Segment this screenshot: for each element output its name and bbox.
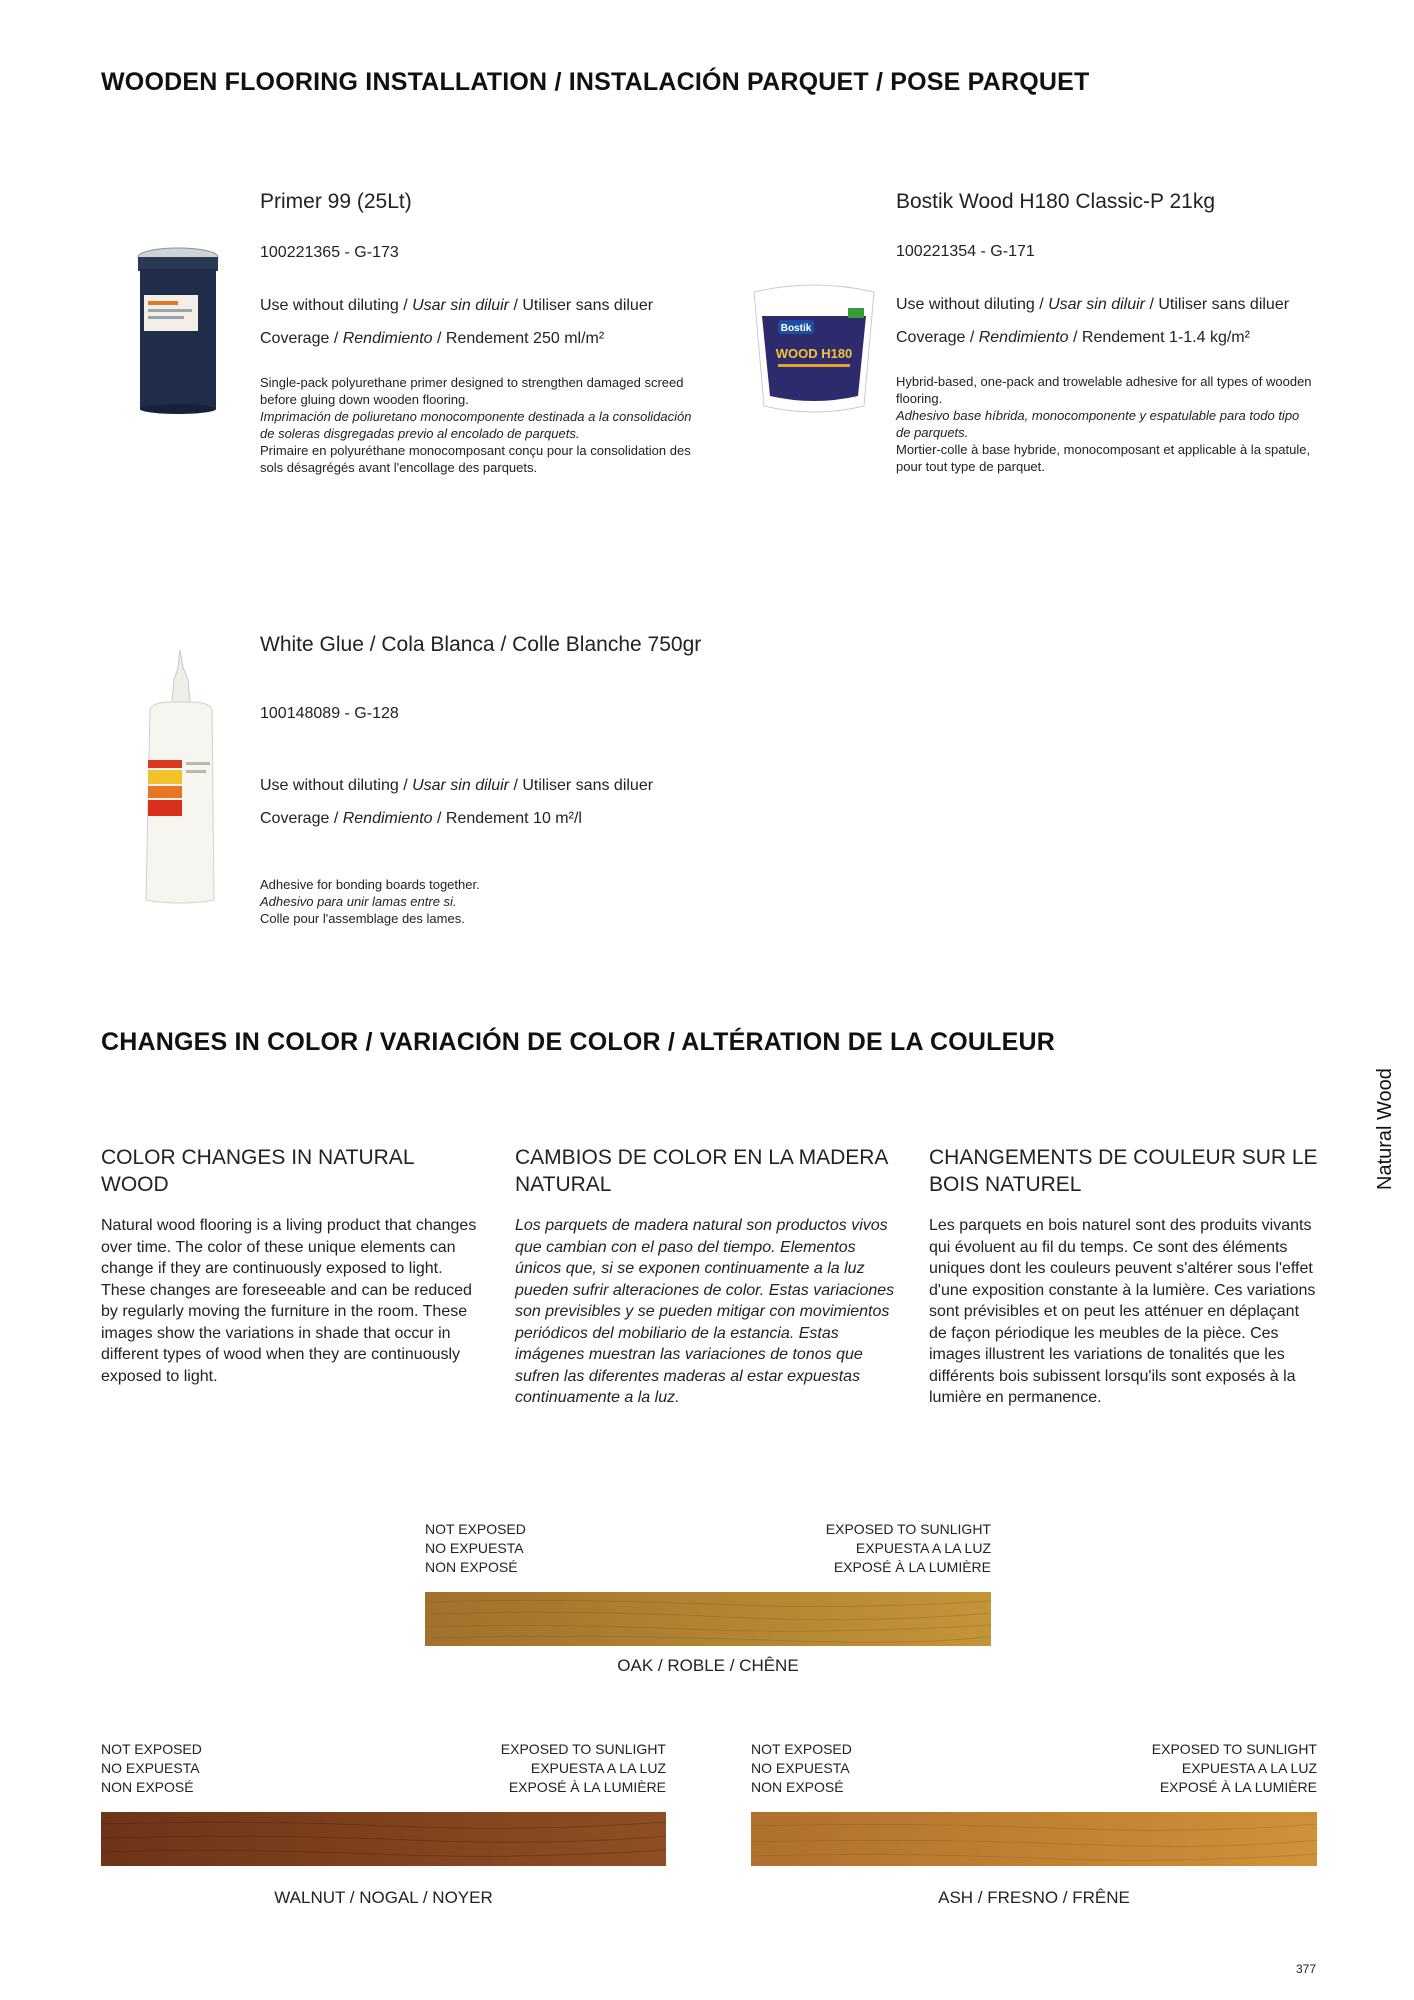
exposed-label: EXPOSED TO SUNLIGHT EXPUESTA A LA LUZ EXPOSÉ À LA LUMIÈRE [1151,1741,1317,1795]
description-en: Single-pack polyurethane primer designed to strengthen damaged screed before gluing down wooden flooring. [260,375,684,407]
not-exposed-label: NOT EXPOSED NO EXPUESTA NON EXPOSÉ [425,1521,526,1575]
side-section-label: Natural Wood [1374,1068,1396,1190]
glue-bottle-image [138,650,222,906]
product-code: 100221354 - G-171 [896,243,1035,260]
column-heading-fr: CHANGEMENTS DE COULEUR SUR LE BOIS NATUREL [929,1146,1318,1196]
column-text-en: Natural wood flooring is a living product that changes over time. The color of these unique elements can change if they are continuously exposed to light. These changes are foreseeable and can be reduced by regularly moving the furniture in the room. These images show the variations in shade that occur in different types of wood when they are continuously exposed to light. [101,1217,477,1385]
column-text-es: Los parquets de madera natural son productos vivos que cambian con el paso del tiempo. Elementos únicos que, si se exponen continuamente a la luz pueden sufrir alteraciones de color. Estas variaciones son previsibles y se pueden mitigar con movimientos periódicos del mobiliario de la estancia. Estas imágenes muestran las variaciones de tonos que sufren las diferentes maderas al estar expuestas continuamente a la luz. [515,1217,895,1406]
not-exposed-label: NOT EXPOSED NO EXPUESTA NON EXPOSÉ [751,1741,852,1795]
description-es: Adhesivo para unir lamas entre si. [260,894,457,909]
coverage-line: Coverage / Rendimiento / Rendement 1-1.4 kg/m² [896,329,1250,346]
section-title-color-changes: CHANGES IN COLOR / VARIACIÓN DE COLOR / ALTÉRATION DE LA COULEUR [101,1028,1055,1056]
section-title-installation: WOODEN FLOORING INSTALLATION / INSTALACIÓN PARQUET / POSE PARQUET [101,68,1090,96]
oak-swatch [425,1592,991,1646]
product-name: Bostik Wood H180 Classic-P 21kg [896,190,1216,213]
description-fr: Colle pour l'assemblage des lames. [260,911,465,926]
not-exposed-label: NOT EXPOSED NO EXPUESTA NON EXPOSÉ [101,1741,202,1795]
product-name: White Glue / Cola Blanca / Colle Blanche 750gr [260,633,702,656]
description-en: Adhesive for bonding boards together. [260,877,480,892]
ash-swatch [751,1812,1317,1866]
usage-line: Use without diluting / Usar sin diluir / Utiliser sans diluer [896,296,1290,313]
coverage-line: Coverage / Rendimiento / Rendement 250 ml/m² [260,330,605,347]
product-code: 100221365 - G-173 [260,244,399,261]
usage-line: Use without diluting / Usar sin diluir / Utiliser sans diluer [260,777,654,794]
description-fr: Primaire en polyuréthane monocomposant conçu pour la consolidation des sols désagrégés avant l'encollage des parquets. [260,443,691,475]
product-description [896,373,1316,475]
description-en: Hybrid-based, one-pack and trowelable adhesive for all types of wooden flooring. [896,374,1312,406]
bucket-product-text: WOOD H180 [775,346,853,361]
wood-name-oak: OAK / ROBLE / CHÊNE [617,1656,799,1675]
product-name: Primer 99 (25Lt) [260,190,412,213]
walnut-swatch [101,1812,666,1866]
page-number: 377 [1296,1962,1317,1976]
wood-name-walnut: WALNUT / NOGAL / NOYER [274,1888,493,1907]
description-fr: Mortier-colle à base hybride, monocomposant et applicable à la spatule, pour tout type de parquet. [896,442,1311,474]
exposed-label: EXPOSED TO SUNLIGHT EXPUESTA A LA LUZ EXPOSÉ À LA LUMIÈRE [500,1741,666,1795]
usage-line: Use without diluting / Usar sin diluir / Utiliser sans diluer [260,297,654,314]
bucket-brand-text: Bostik [780,323,812,334]
primer-bucket-image [128,245,228,415]
bostik-bucket-image [748,278,880,418]
product-code: 100148089 - G-128 [260,705,399,722]
coverage-line: Coverage / Rendimiento / Rendement 10 m²/l [260,810,582,827]
wood-name-ash: ASH / FRESNO / FRÊNE [938,1888,1130,1907]
exposed-label: EXPOSED TO SUNLIGHT EXPUESTA A LA LUZ EXPOSÉ À LA LUMIÈRE [825,1521,991,1575]
description-es: Adhesivo base híbrida, monocomponente y espatulable para todo tipo de parquets. [896,408,1300,440]
column-text-fr: Les parquets en bois naturel sont des produits vivants qui évoluent au fil du temps. Ce sont des éléments uniques dont les couleurs peuvent s'altérer sous l'effet d'une exposition constante à la lumière. Ces variations sont prévisibles et on peut les atténuer en déplaçant de façon périodique les meubles de la pièce. Ces images illustrent les variations de tonalités que les différents bois subissent lorsqu'ils sont exposés à la lumière en permanence. [929,1217,1316,1406]
column-heading-en: COLOR CHANGES IN NATURAL WOOD [101,1146,414,1196]
product-description [260,374,700,476]
column-heading-es: CAMBIOS DE COLOR EN LA MADERA NATURAL [515,1146,888,1196]
product-description [260,876,700,927]
description-es: Imprimación de poliuretano monocomponente destinada a la consolidación de soleras disgregadas previo al encolado de parquets. [260,409,692,441]
